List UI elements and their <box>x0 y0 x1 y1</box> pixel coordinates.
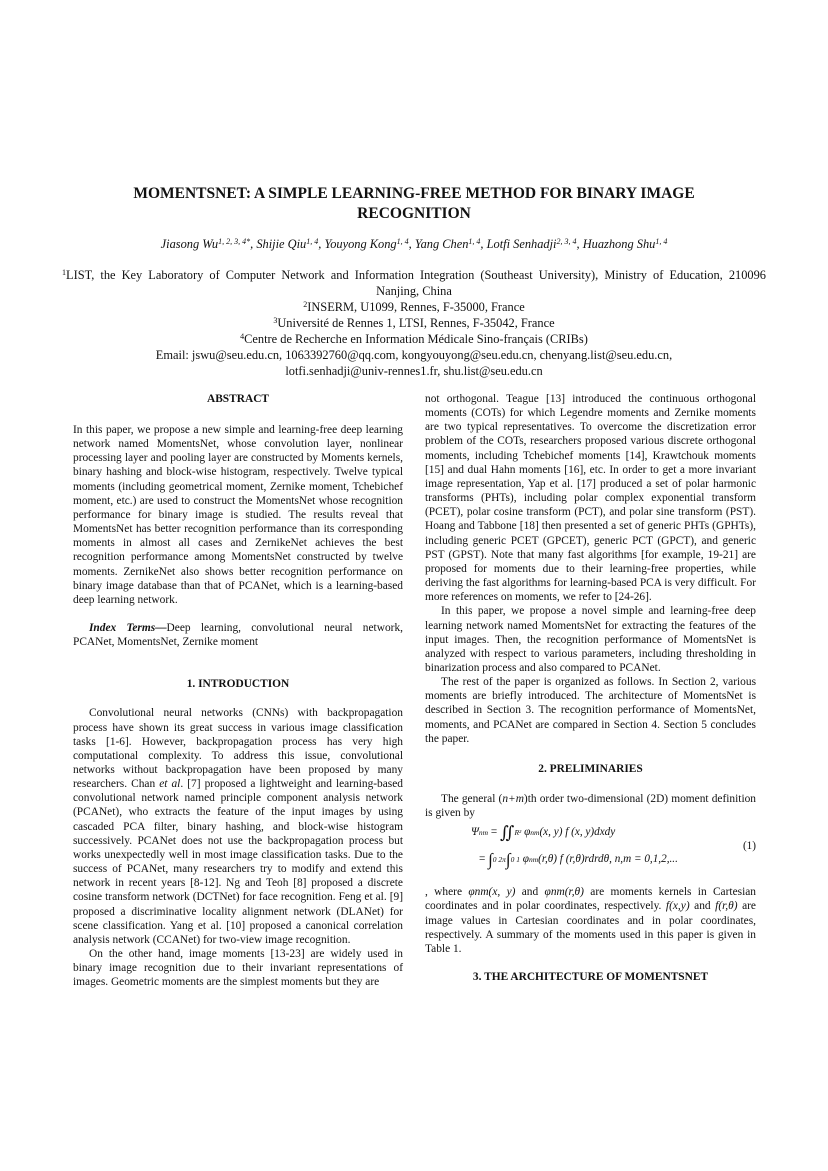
author-sup: 1, 4 <box>655 237 668 246</box>
prelim-heading: 2. PRELIMINARIES <box>538 762 643 775</box>
email-line-1: Email: jswu@seu.edu.cn, 1063392760@qq.com, kongyouyong@seu.edu.cn, chenyang.list@seu.edu.cn, <box>155 348 673 362</box>
prelim-text: The general ( <box>441 792 503 805</box>
affiliation-sup: 1 <box>62 268 66 277</box>
prelim-text: and <box>689 900 716 913</box>
intro-paragraph-1 <box>73 706 403 947</box>
prelim-nm: n+m <box>502 792 524 805</box>
index-terms-label: Index Terms <box>89 622 156 635</box>
prelim-after-equation <box>425 885 756 956</box>
author-sup: 1, 4 <box>306 237 319 246</box>
paper-title <box>60 184 768 224</box>
equation-lhs: Ψ <box>471 826 479 839</box>
affiliation-text: INSERM, U1099, Rennes, F-35000, France <box>307 300 525 314</box>
affiliation-text: LIST, the Key Laboratory of Computer Network and Information Integration (Southeast University), Ministry of Education, 210096 Nanjing, China <box>66 268 766 298</box>
affiliations <box>62 267 766 379</box>
author: Huazhong Shu <box>582 237 656 251</box>
author-sup: 2, 3, 4 <box>556 237 577 246</box>
equation-line-2-text: (r,θ) f (r,θ)rdrdθ, n,m = 0,1,2,... <box>538 853 678 866</box>
equation-rhs: (x, y) f (x, y)dxdy <box>539 826 616 839</box>
prelim-text: are image values in Cartesian coordinates and in polar coordinates, respectively. A summary of the moments used in this paper is given in Table 1. <box>425 900 756 955</box>
affiliation-sup: 4 <box>240 332 245 341</box>
author: Youyong Kong <box>324 237 397 251</box>
author: Jiasong Wu <box>160 237 219 251</box>
author-sup: 1, 4 <box>468 237 481 246</box>
prelim-text: and <box>515 886 545 899</box>
intro-paragraph-4: In this paper, we propose a novel simple and learning-free deep learning network named MomentsNet for extracting the features of the input images. Then, the recognition performance of MomentsNet is analyzed with respect to various parameters, including thresholding in binarization process and also compared to PCANet. <box>425 605 756 674</box>
title-line-2: RECOGNITION <box>357 205 471 222</box>
email-line-2: lotfi.senhadji@univ-rennes1.fr, shu.list@seu.edu.cn <box>285 364 543 378</box>
image-polar: f(r,θ) <box>715 900 738 913</box>
author-sup: 1, 4 <box>396 237 409 246</box>
equation-number: (1) <box>742 840 756 853</box>
kernel-polar: φnm(r,θ) <box>544 886 584 899</box>
intro-text: . [7] proposed a lightweight and learning-based convolutional network named principle component analysis network (PCANet), who extracts the feature of the input images by using cascaded PCA filter, binary hashing, and block-wise histogram successively. PCANet does not use the backpropagation process but works unexpectedly well in most image classification tasks. Due to the success of PCANet, many researchers try to modify and extend this network in recent years [8-12]. Ng and Teoh [8] proposed a discrete cosine transform network (DCTNet) for face recognition. Feng et al. [9] proposed a discriminative locality alignment network (DLANet) for scene classification. Yang et al. [10] proposed a canonical correlation analysis network (CCANet) for two-view image recognition. <box>73 778 403 946</box>
right-column <box>425 392 756 984</box>
author-list: Jiasong $Wu^{1, 2, 3, 4*}$, Shijie Qiu$^{1, 4}$, Youyong Kong$^{1, 4}$, Yang Chen$^{1, 4}$, Lotfi Senhadji$^{2, 3, 4}$, Huazhong Shu$^{1, 4}$ <box>160 237 668 251</box>
architecture-heading: 3. THE ARCHITECTURE OF MOMENTSNET <box>472 971 709 983</box>
affiliation-text: Centre de Recherche en Information Médicale Sino-français (CRIBs) <box>244 332 588 346</box>
index-terms-dash: — <box>155 622 167 635</box>
affiliation-sup: 2 <box>303 300 308 309</box>
prelim-text: )th order two-dimensional (2D) moment definition is given by <box>425 792 756 820</box>
index-terms-text: Deep learning, convolutional neural network, PCANet, MomentsNet, Zernike moment <box>73 622 403 649</box>
affiliation-2 <box>62 299 766 315</box>
equation-line-2: = ∫0 2π∫0 1 φnm(r,θ) f (r,θ)rdrdθ, n,m = 0,1,2,... <box>479 850 678 870</box>
abstract-text: In this paper, we propose a new simple and learning-free deep learning network named MomentsNet, whose convolution layer, nonlinear processing layer and pooling layer are constructed by Moments kernels, binary hashing and block-wise histogram, respectively. Twelve typical moments (including geometrical moment, Zernike moment, Tchebichef moment, etc.) are used to construct the MomentsNet whose recognition performance for binary image is studied. The results reveal that MomentsNet has better recognition performance than its corresponding moments in almost all cases and ZernikeNet achieves the best recognition performance among MomentsNet constructed by twelve moments. ZernikeNet also shows better recognition performance on binary image database than that of PCANet, which is a learning-based deep learning network. <box>73 424 403 606</box>
prelim-intro <box>425 792 756 820</box>
affiliation-1 <box>62 267 766 299</box>
prelim-text: , where <box>425 886 469 899</box>
affiliation-sup: 3 <box>273 316 278 325</box>
author: Yang Chen <box>414 237 469 251</box>
image-cartesian: f(x,y) <box>665 900 690 913</box>
equation-1 <box>425 823 756 883</box>
equation-line-1: Ψnm = ∬R² φnm(x, y) f (x, y)dxdy <box>471 823 616 843</box>
author: Shijie Qiu <box>256 237 307 251</box>
title-line-1: MOMENTSNET: A SIMPLE LEARNING-FREE METHOD FOR BINARY IMAGE <box>133 185 695 202</box>
intro-paragraph-2: On the other hand, image moments [13-23] are widely used in binary image recognition due to their invariant representations of images. Geometric moments are the simplest moments but they are <box>73 948 403 989</box>
intro-paragraph-3: not orthogonal. Teague [13] introduced the continuous orthogonal moments (COTs) for which Legendre moments and Zernike moments are two typical representatives. To overcome the discretization error problem of the COTs, researchers proposed various discrete orthogonal moments, including Tchebichef moments [14], Krawtchouk moments [15] and dual Hahn moments [16], etc. In order to get a more invariant image representation, Yap et al. [17] produced a set of polar harmonic transforms (PHTs), including polar complex exponential transform (PCET), polar cosine transform (PCT), and polar sine transform (PST). Hoang and Tabbone [18] then presented a set of generic PHTs (GPHTs), including generic PCET (GPCET), generic PCT (GPCT), and generic PST (GPST). Note that many fast algorithms [for example, 19-21] are proposed for moments due to their learning-free properties, while deriving the fast algorithms for learning-based PCA is very difficult. For more references on moments, we refer to [24-26]. <box>425 393 756 604</box>
author: Lotfi Senhadji <box>486 237 557 251</box>
intro-heading: 1. INTRODUCTION <box>186 678 290 691</box>
affiliation-4 <box>62 331 766 347</box>
index-terms <box>73 621 403 649</box>
prelim-text: are moments kernels in Cartesian coordinates and in polar coordinates, respectively. <box>425 886 756 913</box>
left-column <box>73 392 403 989</box>
kernel-cartesian: φnm(x, y) <box>468 886 516 899</box>
abstract-heading: ABSTRACT <box>206 393 270 405</box>
intro-etal: et al <box>159 778 181 791</box>
affiliation-3 <box>62 315 766 331</box>
intro-paragraph-5: The rest of the paper is organized as follows. In Section 2, various moments are briefly introduced. The architecture of MomentsNet is described in Section 3. The recognition performance of MomentsNet, moments, and PCANet are compared in Section 4. Section 5 concludes the paper. <box>425 676 756 745</box>
author-sup: 1, 2, 3, 4* <box>218 237 251 246</box>
affiliation-text: Université de Rennes 1, LTSI, Rennes, F-35042, France <box>277 316 555 330</box>
intro-text: Convolutional neural networks (CNNs) with backpropagation process have shown its great success in various image classification tasks [1-6]. However, backpropagation process has very high computational complexity. To address this issue, convolutional networks without backpropagation have been proposed by many researchers. Chan <box>73 707 403 791</box>
